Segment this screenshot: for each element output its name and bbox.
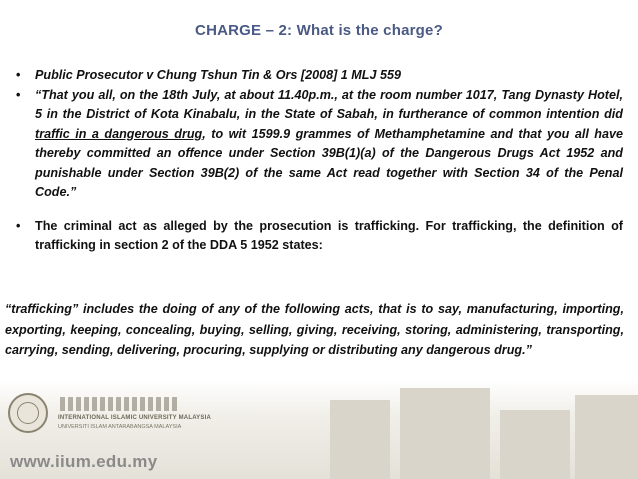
- criminal-act-text: The criminal act as alleged by the prosecution is trafficking. For trafficking, the definition of trafficking in section 2 of the DDA 5 1952 states:: [35, 218, 623, 252]
- university-seal-icon: [8, 393, 48, 433]
- case-citation-text: Public Prosecutor v Chung Tshun Tin & Ors [2008] 1 MLJ 559: [35, 68, 401, 82]
- trafficking-definition: “trafficking” includes the doing of any of the following acts, that is to say, manufacturing, importing, exporting, keeping, concealing, buying, selling, giving, receiving, storing, administering, transporting, carrying, sending, delivering, procuring, supplying or distributing any dangerous drug.”: [5, 302, 624, 357]
- bullet-marker: •: [16, 68, 21, 82]
- building-shape: [400, 388, 490, 479]
- university-arabic-name: [60, 397, 180, 411]
- university-name: INTERNATIONAL ISLAMIC UNIVERSITY MALAYSIA: [58, 415, 211, 421]
- building-shape: [500, 410, 570, 479]
- charge-quote-part2: , to wit 1599.9 grammes of Methamphetamine and that you all have thereby committed an offence under Section 39B(1)(a) of the Dangerous Drugs Act 1952 and punishable under Section 39B(2) of the same Act read together with Section 34 of the Penal Code.”: [35, 126, 624, 199]
- bullet-criminal-act: [15, 217, 623, 256]
- building-shape: [575, 395, 638, 479]
- bullet-charge-quote: [15, 86, 623, 203]
- charge-quote-underlined: traffic in a dangerous drug: [35, 126, 203, 141]
- charge-quote-text: [35, 88, 623, 200]
- website-url: www.iium.edu.my: [10, 452, 158, 471]
- bullet-case-citation: [15, 66, 623, 86]
- building-shape: [330, 400, 390, 479]
- slide-title: CHARGE – 2: What is the charge?: [195, 22, 443, 39]
- bullet-marker: •: [16, 218, 21, 233]
- bullet-list: [15, 66, 623, 256]
- university-name-malay: UNIVERSITI ISLAM ANTARABANGSA MALAYSIA: [58, 424, 182, 430]
- charge-quote-part1: “That you all, on the 18th July, at about 11.40p.m., at the room number 1017, Tang Dynasty Hotel, 5 in the District of Kota Kinabalu, in the State of Sabah, in furtherance of common intention did: [35, 87, 623, 121]
- bullet-marker: •: [16, 87, 21, 102]
